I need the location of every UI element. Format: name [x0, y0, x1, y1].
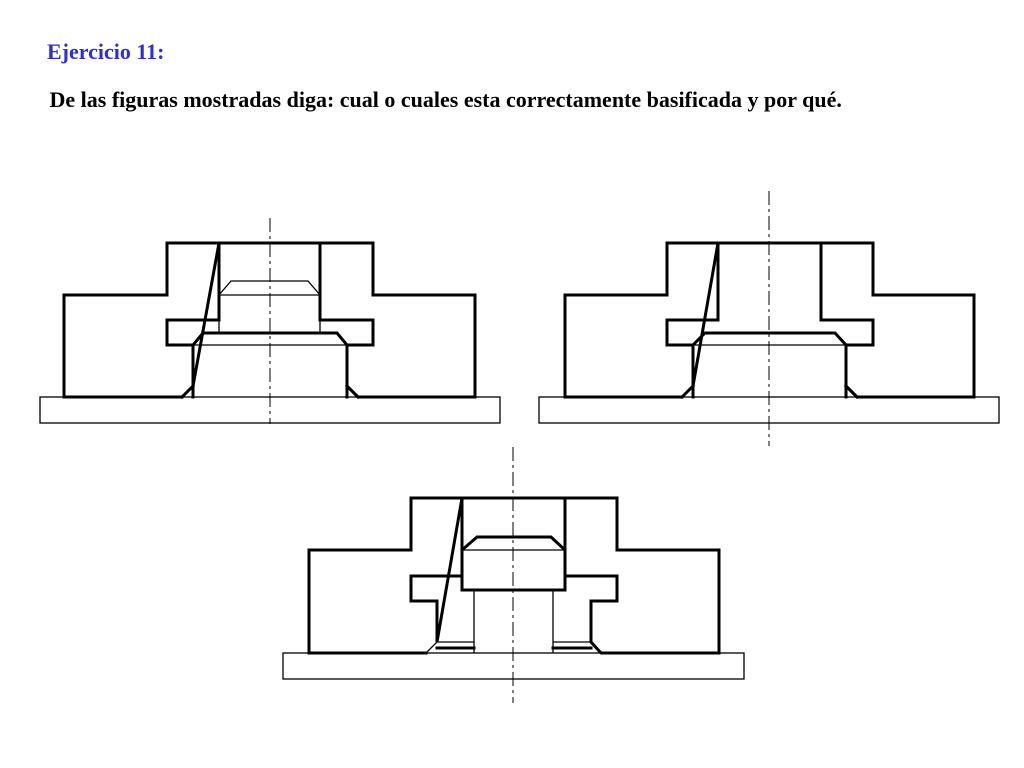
- exercise-question: De las figuras mostradas diga: cual o cuales esta correctamente basificada y por qué.: [44, 87, 842, 112]
- figure-1: [40, 218, 500, 424]
- figure-3-part-outline: [309, 498, 719, 653]
- figure-2: [539, 191, 999, 446]
- figure-3: [283, 447, 744, 703]
- exercise-title: Ejercicio 11:: [47, 39, 165, 64]
